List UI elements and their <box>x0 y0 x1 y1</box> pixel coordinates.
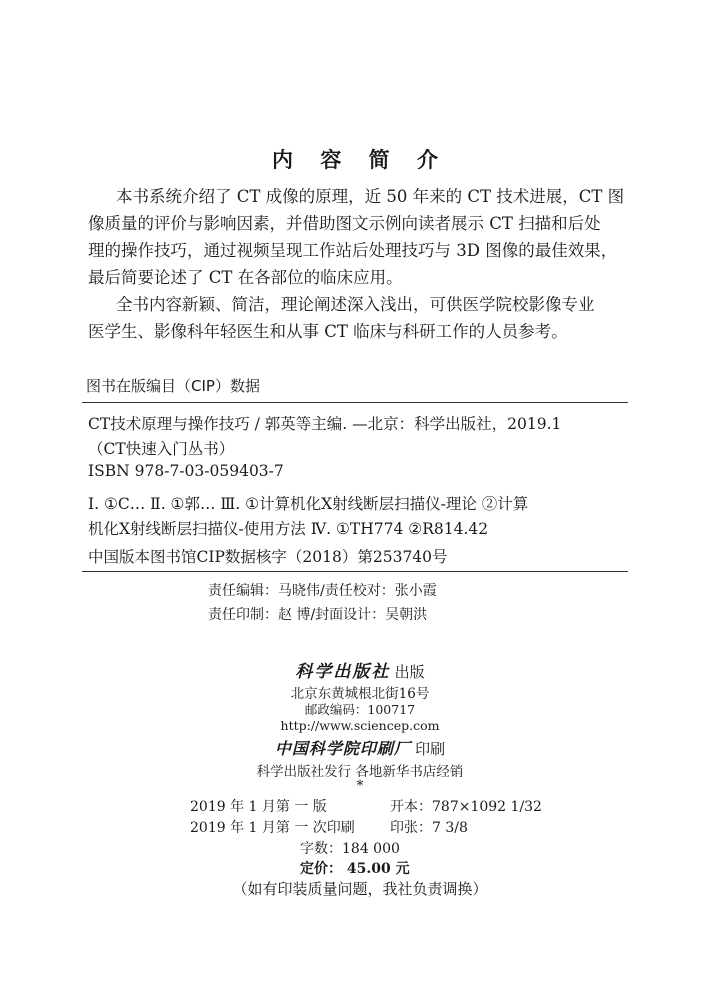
cip-heading: 图书在版编目（CIP）数据 <box>86 377 260 395</box>
publisher-suffix: 出版 <box>394 663 425 681</box>
print-label: 责任印制： <box>208 607 278 623</box>
publisher-line <box>0 657 720 682</box>
text-line: 全书内容新颖、简洁，理论阐述深入浅出，可供医学院校影像专业 <box>116 295 595 314</box>
cover-label: /封面设计： <box>310 607 386 623</box>
book-format: 开本：787×1092 1/32 <box>390 799 542 815</box>
summary-paragraph-2 <box>88 291 648 345</box>
text-line: 本书系统介绍了 CT 成像的原理，近 50 年来的 CT 技术进展，CT 图 <box>116 187 625 206</box>
editor-name: 马晓伟 <box>278 583 320 599</box>
printing-date: 2019 年 1 月第 一 次印刷 <box>190 820 355 836</box>
distribution-line: 科学出版社发行 各地新华书店经销 <box>256 764 464 780</box>
publisher-address: 北京东黄城根北街16号 <box>290 686 430 702</box>
proof-name: 张小霞 <box>394 583 437 599</box>
printing-row <box>190 817 468 837</box>
summary-title: 内 容 简 介 <box>272 148 448 172</box>
publisher-url: http://www.sciencep.com <box>280 718 440 733</box>
cip-isbn-line: ISBN 978-7-03-059403-7 <box>88 462 284 480</box>
edition-row <box>190 796 542 816</box>
text-line: 像质量的评价与影响因素，并借助图文示例向读者展示 CT 扫描和后处 <box>88 214 601 233</box>
printer-suffix: 印刷 <box>415 740 446 758</box>
price: 定价： 45.00 元 <box>300 861 410 877</box>
cip-series-line: （CT快速入门丛书） <box>88 440 235 458</box>
text-line: 理的操作技巧，通过视频呈现工作站后处理技巧与 3D 图像的最佳效果， <box>88 241 618 260</box>
cip-top-rule <box>82 402 628 403</box>
printer-logo: 中国科学院印刷厂 <box>274 739 411 758</box>
editor-label: 责任编辑： <box>208 583 278 599</box>
summary-paragraph-1 <box>88 183 648 291</box>
cip-classification-line: Ⅰ. ①C… Ⅱ. ①郭… Ⅲ. ①计算机化X射线断层扫描仪-理论 ②计算 <box>88 495 529 513</box>
edition-date: 2019 年 1 月第 一 版 <box>190 799 327 815</box>
separator-star: * <box>356 778 364 794</box>
cip-record-number: 中国版本图书馆CIP数据核字（2018）第253740号 <box>88 548 448 566</box>
text-line: 医学生、影像科年轻医生和从事 CT 临床与科研工作的人员参考。 <box>88 322 568 341</box>
proof-label: /责任校对： <box>320 583 395 599</box>
quality-notice: （如有印装质量问题，我社负责调换） <box>232 880 488 898</box>
publisher-logo: 科学出版社 <box>295 662 391 682</box>
cip-bottom-rule <box>82 571 628 572</box>
editor-credit-line <box>208 580 437 600</box>
text-line: 最后简要论述了 CT 在各部位的临床应用。 <box>88 268 403 287</box>
cip-classification-line-2: 机化X射线断层扫描仪-使用方法 Ⅳ. ①TH774 ②R814.42 <box>88 520 489 538</box>
printer-line <box>0 736 720 759</box>
printed-sheets: 印张：7 3/8 <box>390 820 468 836</box>
cip-title-line: CT技术原理与操作技巧 / 郭英等主编. —北京：科学出版社，2019.1 <box>88 415 562 433</box>
publisher-postcode: 邮政编码：100717 <box>304 702 416 717</box>
cover-name: 吴朝洪 <box>385 607 428 623</box>
print-name: 赵 博 <box>278 607 311 623</box>
print-credit-line <box>208 604 427 624</box>
word-count: 字数：184 000 <box>300 841 400 857</box>
